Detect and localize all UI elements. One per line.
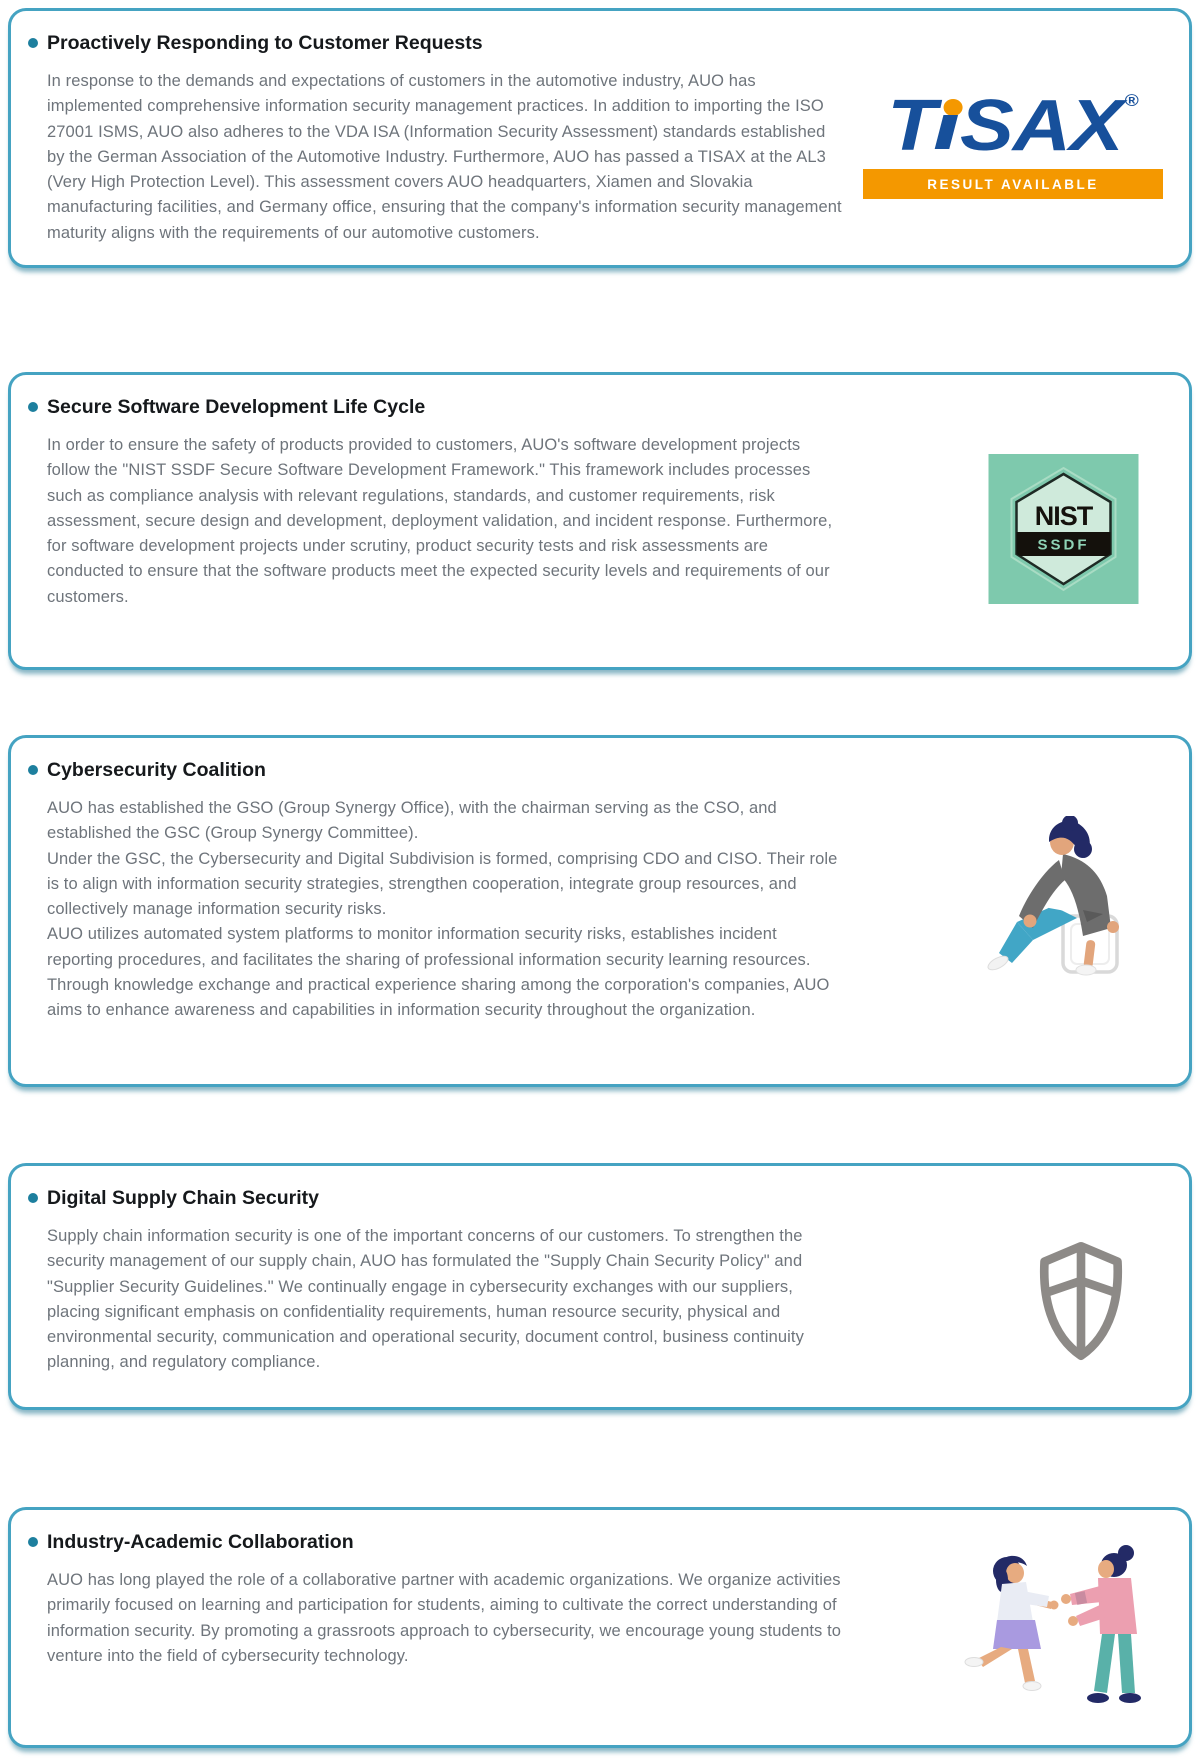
card-secure-sdlc [8, 372, 1192, 670]
card-title [47, 1186, 847, 1210]
seated-person-illustration [967, 816, 1147, 981]
card-title-text: Industry-Academic Collaboration [47, 1531, 354, 1553]
card-cybersecurity-coalition [8, 735, 1192, 1087]
figure-column [847, 726, 1147, 1070]
tisax-letters-sax: SAX [960, 85, 1123, 166]
paragraph: AUO has established the GSO (Group Synergy Office), with the chairman serving as the CSO, and established the GSC (Group Synergy Committee). [47, 799, 777, 843]
nist-ssdf-badge [988, 454, 1139, 604]
bullet-icon [28, 38, 38, 48]
card-title [47, 758, 847, 782]
card-text-column [47, 1526, 847, 1731]
students-illustration [952, 1544, 1157, 1716]
bullet-icon [28, 1537, 38, 1547]
card-text-column [47, 1182, 847, 1393]
tisax-logo [863, 85, 1163, 199]
tisax-wordmark [845, 85, 1181, 166]
card-body [47, 1224, 847, 1376]
card-text-column [47, 27, 847, 251]
paragraph: AUO utilizes automated system platforms to monitor information security risks, establishes incident reporting procedures, and facilitates the sharing of professional information security learning resources. Through knowledge exchange and practical experience sharing among the corporation's companies, AUO aims to enhance awareness and capabilities in information security throughout the organization. [47, 925, 830, 1020]
card-title-text: Digital Supply Chain Security [47, 1187, 319, 1209]
tisax-result-banner: RESULT AVAILABLE [863, 169, 1163, 199]
card-title-text: Cybersecurity Coalition [47, 759, 266, 781]
card-title-text: Secure Software Development Life Cycle [47, 396, 426, 418]
bullet-icon [28, 1193, 38, 1203]
paragraph: Under the GSC, the Cybersecurity and Digital Subdivision is formed, comprising CDO and CISO. Their role is to align with information security strategies, strengthen cooperation, integrate group resources, and collectively manage information security risks. [47, 849, 838, 919]
paragraph: In order to ensure the safety of products provided to customers, AUO's software development projects follow the "NIST SSDF Secure Software Development Framework." This framework includes processes such as compliance analysis with relevant regulations, standards, and customer requirements, risk assessment, secure design and development, deployment validation, and incident response. Furthermore, for software development projects under scrutiny, product security tests and risk assessments are conducted to ensure that the software products meet the expected security levels and requirements of our customers. [47, 436, 833, 606]
paragraph: AUO has long played the role of a collaborative partner with academic organizations. We organize activities primarily focused on learning and participation for students, aiming to cultivate the correct understanding of information security. By promoting a grassroots approach to cybersecurity, we encourage young students to venture into the field of cybersecurity technology. [47, 1571, 842, 1665]
paragraph: Supply chain information security is one of the important concerns of our customers. To strengthen the security management of our supply chain, AUO has formulated the "Supply Chain Security Policy" and "Supplier Security Guidelines." We continually engage in cybersecurity exchanges with our suppliers, placing significant emphasis on confidentiality requirements, human resource security, physical and environmental security, communication and operational security, document control, business continuity planning, and regulatory compliance. [47, 1227, 804, 1372]
bullet-icon [28, 765, 38, 775]
card-title-text: Proactively Responding to Customer Requests [47, 32, 483, 54]
card-title [47, 31, 847, 55]
card-title [47, 395, 847, 419]
card-text-column [47, 391, 847, 653]
card-text-column [47, 754, 847, 1070]
tisax-letter-t: T [887, 85, 936, 166]
figure-column [847, 405, 1139, 653]
card-title [47, 1530, 847, 1554]
card-body [47, 1568, 847, 1669]
card-customer-requests [8, 8, 1192, 268]
card-industry-academic [8, 1507, 1192, 1748]
paragraph: In response to the demands and expectations of customers in the automotive industry, AUO has implemented comprehensive information security management practices. In addition to importing the ISO 27001 ISMS, AUO also adheres to the VDA ISA (Information Security Assessment) standards established by the German Association of the Automotive Industry. Furthermore, AUO has passed a TISAX at the AL3 (Very High Protection Level). This assessment covers AUO headquarters, Xiamen and Slovakia manufacturing facilities, and Germany office, ensuring that the company's information security management maturity aligns with the requirements of our automotive customers. [47, 72, 842, 242]
card-body [47, 433, 847, 610]
registered-mark: ® [1124, 90, 1139, 110]
shield-icon [1033, 1238, 1129, 1364]
figure-column [847, 27, 1163, 251]
nist-label: NIST [1034, 501, 1093, 531]
card-body [47, 69, 847, 246]
figure-column [847, 1528, 1157, 1731]
tisax-letter-i-icon [935, 96, 960, 162]
card-body [47, 796, 847, 1024]
ssdf-label: SSDF [1037, 536, 1090, 554]
figure-column [847, 1208, 1129, 1393]
bullet-icon [28, 402, 38, 412]
card-supply-chain-security [8, 1163, 1192, 1410]
